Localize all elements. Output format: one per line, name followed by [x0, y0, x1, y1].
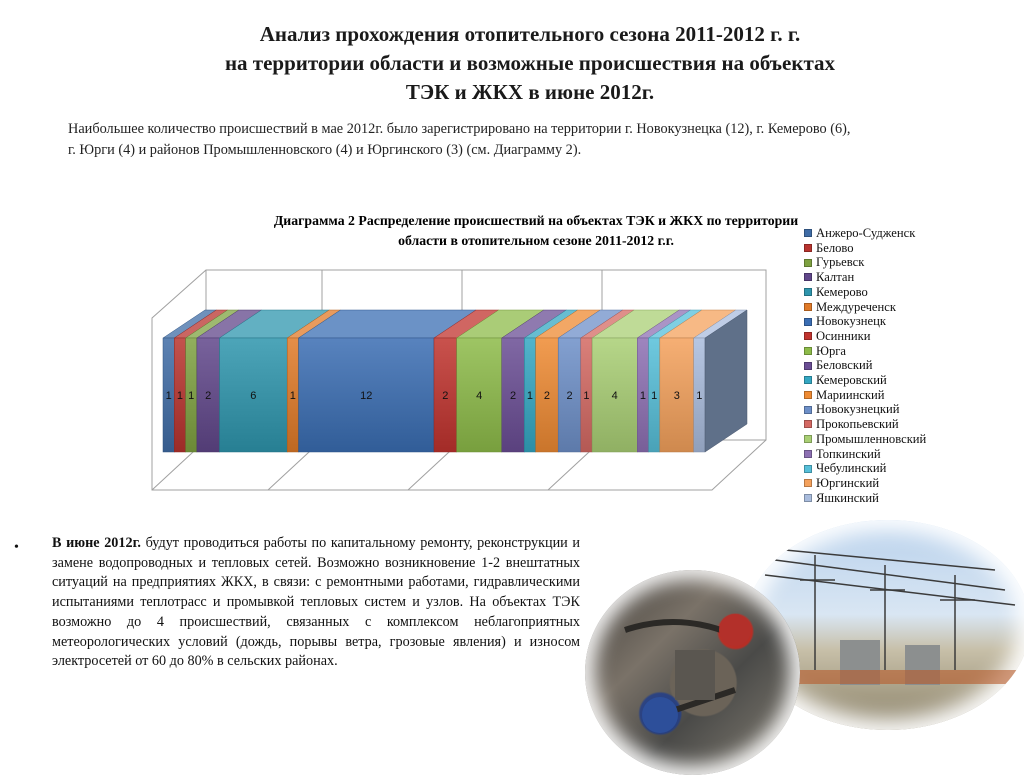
data-label: 4 [476, 390, 483, 402]
legend-item [804, 476, 1004, 491]
legend-label: Калтан [816, 270, 855, 285]
legend-item [804, 491, 1004, 506]
legend-label: Гурьевск [816, 255, 865, 270]
legend-label: Промышленновский [816, 431, 927, 446]
data-label: 1 [639, 390, 646, 402]
june-body: будут проводиться работы по капитальному ремонту, реконструкции и замене водопроводных и тепловых сетей. Возможно возникновение 1-2 внештатных ситуаций на предприятиях ЖКХ, в связи: с ремонтными работами, гидравлическими испытаниями теплотрасс и промывкой тепловых систем и узлов. На объектах ТЭК возможно до 4 происшествий, связанных с комплексом неблагоприятных метеорологических условий (дождь, порывы ветра, грозовые явления) и износом электросетей от 60 до 80% в сельских районах. [52, 535, 580, 670]
bullet-marker: • [14, 540, 19, 555]
legend-item [804, 373, 1004, 388]
chart-title-line-2: области в отопительном сезоне 2011-2012 г.г. [398, 233, 674, 248]
legend-swatch [804, 347, 812, 355]
legend-item [804, 447, 1004, 462]
chart-title-line-1: Диаграмма 2 Распределение происшествий на объектах ТЭК и ЖКХ по территории [273, 213, 799, 228]
legend-item [804, 329, 1004, 344]
legend-item [804, 270, 1004, 285]
legend-swatch [804, 318, 812, 326]
data-label: 2 [566, 390, 573, 402]
legend-swatch [804, 303, 812, 311]
legend-item [804, 402, 1004, 417]
legend-label: Новокузнецк [816, 314, 886, 329]
legend-label: Осинники [816, 328, 871, 343]
legend-item [804, 255, 1004, 270]
data-label: 1 [176, 390, 183, 402]
legend-item [804, 285, 1004, 300]
legend-swatch [804, 259, 812, 267]
legend-label: Междуреченск [816, 299, 896, 314]
legend-label: Беловский [816, 358, 873, 373]
legend-label: Кемерово [816, 284, 868, 299]
legend-label: Юргинский [816, 475, 880, 490]
legend-swatch [804, 450, 812, 458]
pump-photo [585, 570, 800, 775]
legend-swatch [804, 406, 812, 414]
june-lead: В июне 2012г. [52, 535, 141, 551]
intro-line-1: Наибольшее количество происшествий в мае 2012г. было зарегистрировано на территории г. Новокузнецка (12), г. Кемерово (6), [68, 121, 851, 137]
data-label: 2 [205, 390, 212, 402]
legend-label: Юрга [816, 343, 846, 358]
data-label: 12 [360, 390, 373, 402]
data-label: 1 [526, 390, 534, 402]
legend-swatch [804, 435, 812, 443]
legend-swatch [804, 376, 812, 384]
pump-illustration [585, 570, 800, 775]
legend-swatch [804, 479, 812, 487]
data-label: 2 [509, 390, 517, 402]
intro-line-2: г. Юрги (4) и районов Промышленновского (4) и Юргинского (3) (см. Диаграмму 2). [68, 142, 582, 158]
data-label: 1 [289, 390, 296, 402]
legend-swatch [804, 273, 812, 281]
legend-label: Прокопьевский [816, 417, 899, 432]
legend-label: Белово [816, 240, 854, 255]
legend-swatch [804, 244, 812, 252]
legend-label: Новокузнецкий [816, 402, 900, 417]
legend-item [804, 432, 1004, 447]
legend-item [804, 314, 1004, 329]
data-label: 2 [442, 390, 449, 402]
data-label: 1 [696, 390, 703, 402]
legend-swatch [804, 494, 812, 502]
chart-bars [163, 310, 747, 452]
data-label: 6 [250, 390, 257, 402]
legend-swatch [804, 465, 812, 473]
legend-item [804, 388, 1004, 403]
legend-swatch [804, 332, 812, 340]
legend-item [804, 226, 1004, 241]
title-line-3: ТЭК и ЖКХ в июне 2012г. [405, 80, 655, 104]
legend-label: Кемеровский [816, 373, 887, 388]
data-label: 1 [583, 390, 590, 402]
legend-item [804, 241, 1004, 256]
data-label: 1 [165, 390, 172, 402]
legend-item [804, 461, 1004, 476]
legend-label: Яшкинский [816, 490, 879, 505]
legend-item [804, 417, 1004, 432]
data-label: 1 [188, 390, 195, 402]
chart-legend [804, 226, 1004, 505]
june-forecast-paragraph [52, 534, 580, 672]
data-label: 3 [673, 390, 680, 402]
legend-swatch [804, 420, 812, 428]
title-line-1: Анализ прохождения отопительного сезона 2011-2012 г. г. [259, 22, 801, 46]
title-line-2: на территории области и возможные происшествия на объектах [224, 51, 836, 75]
legend-item [804, 300, 1004, 315]
legend-label: Чебулинский [816, 461, 887, 476]
legend-swatch [804, 391, 812, 399]
data-label: 2 [543, 390, 550, 402]
legend-item [804, 358, 1004, 373]
legend-swatch [804, 288, 812, 296]
legend-swatch [804, 229, 812, 237]
data-label: 1 [651, 390, 658, 402]
legend-item [804, 344, 1004, 359]
legend-label: Топкинский [816, 446, 881, 461]
legend-swatch [804, 362, 812, 370]
data-label: 4 [611, 390, 618, 402]
legend-label: Мариинский [816, 387, 885, 402]
legend-label: Анжеро-Судженск [816, 226, 916, 240]
